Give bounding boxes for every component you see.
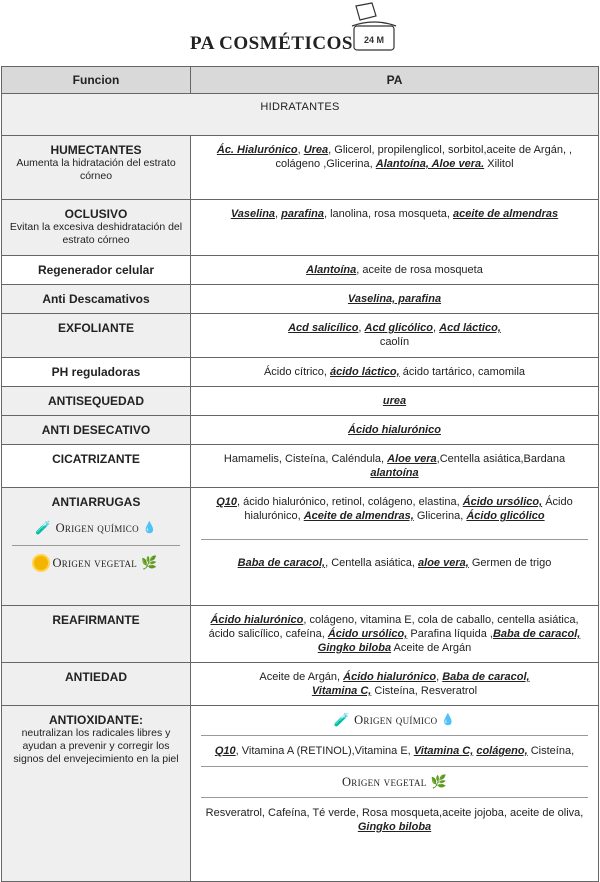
ingredient-key: aloe vera, (418, 557, 469, 569)
origin-chemical-label (6, 521, 186, 535)
ingredient-key: Acd láctico, (439, 322, 501, 334)
table-row (2, 387, 599, 416)
row-ingredients (191, 200, 599, 256)
pao-jar-icon (350, 2, 398, 54)
ingredient-text: Cisteína, Resveratrol (371, 685, 478, 697)
row-name: HUMECTANTES (50, 143, 142, 157)
table-row (2, 445, 599, 488)
ingredient-key: aceite de almendras (453, 208, 559, 220)
ingredient-text: , (436, 671, 443, 683)
vegetal-ingredients (201, 556, 588, 570)
ingredient-text: Xilitol (484, 158, 514, 170)
row-name: ANTIEDAD (65, 670, 127, 684)
ingredient-text: , (297, 144, 304, 156)
jar-label: 24 M (363, 35, 385, 45)
drop-icon: 💧 (441, 714, 456, 726)
row-ingredients (191, 445, 599, 488)
table-row (2, 358, 599, 387)
row-ingredients (191, 488, 599, 606)
row-label (2, 416, 191, 445)
ingredient-text: Aceite de Argán, (259, 671, 344, 683)
vegetal-ingredients (201, 806, 588, 834)
ingredient-key: Urea (303, 144, 329, 156)
ingredient-text: , Vitamina A (RETINOL),Vitamina E, (235, 745, 414, 757)
row-name: OCLUSIVO (64, 207, 128, 221)
ingredient-text: ácido tartárico, camomila (399, 366, 526, 378)
table-row (2, 606, 599, 663)
ingredient-key: colágeno, (476, 745, 528, 757)
section-title: HIDRATANTES (2, 94, 599, 136)
chemical-ingredients (201, 744, 588, 758)
chemical-ingredients (201, 495, 588, 539)
row-label (2, 488, 191, 606)
ingredient-key: Alantoína, Aloe vera. (375, 158, 485, 170)
table-row (2, 706, 599, 882)
ingredient-text: caolín (379, 336, 410, 348)
row-desc: neutralizan los radicales libres y ayudan a prevenir y corregir los signos del envejecimiento en la piel (13, 727, 179, 765)
row-ingredients (191, 387, 599, 416)
ingredient-text: , lanolina, rosa mosqueta, (323, 208, 453, 220)
ingredient-key: Q10 (214, 745, 236, 757)
row-desc: Aumenta la hidratación del estrato córneo (16, 157, 176, 182)
row-label (2, 663, 191, 706)
header-pa: PA (191, 67, 599, 94)
ingredient-key: Vaselina (230, 208, 276, 220)
divider (201, 539, 588, 540)
ingredient-key: Ácido hialurónico (348, 424, 441, 436)
ingredient-text: Ácido hialurónico, (244, 496, 573, 522)
row-ingredients (191, 663, 599, 706)
table-row (2, 314, 599, 358)
row-label (2, 136, 191, 200)
ingredient-key: Baba de caracol, Gingko biloba (317, 628, 581, 654)
ingredient-text: Ácido cítrico, (263, 366, 330, 378)
ingredient-key: Vaselina, parafina (347, 293, 442, 305)
row-name: ANTIARRUGAS (51, 495, 141, 509)
section-row (2, 94, 599, 136)
row-ingredients (191, 314, 599, 358)
ingredient-text: , aceite de rosa mosqueta (356, 264, 483, 276)
row-name: ANTI DESECATIVO (41, 423, 151, 437)
row-name: EXFOLIANTE (57, 321, 134, 335)
row-name: ANTIOXIDANTE: (49, 713, 143, 727)
row-label (2, 606, 191, 663)
row-ingredients (191, 416, 599, 445)
page-title: PA COSMÉTICOS (190, 33, 353, 54)
row-name: ANTISEQUEDAD (47, 394, 144, 408)
row-label (2, 200, 191, 256)
ingredient-text: , (275, 208, 282, 220)
ingredient-key: Q10 (216, 496, 238, 508)
drop-icon: 💧 (142, 522, 157, 534)
row-label (2, 706, 191, 882)
ingredient-key: Vitamina C, (413, 745, 474, 757)
divider (201, 735, 588, 736)
origin-text: Origen químico (354, 713, 438, 727)
ingredient-text: Aceite de Argán (391, 642, 472, 654)
ingredient-text: Parafina líquida , (407, 628, 493, 640)
ingredient-text: , colágeno, vitamina E, cola de caballo, centella asiática, ácido salicílico, cafeína, (208, 614, 579, 640)
flower-icon (34, 556, 48, 570)
row-label (2, 445, 191, 488)
table-row (2, 200, 599, 256)
row-name: Anti Descamativos (42, 292, 150, 306)
ingredient-text: , (433, 322, 440, 334)
test-tube-icon: 🧪 (333, 712, 351, 727)
ingredient-key: Ácido hialurónico (343, 671, 437, 683)
ingredient-key: ácido láctico, (330, 366, 400, 378)
header (0, 0, 600, 66)
ingredient-key: Baba de caracol, (237, 557, 326, 569)
divider (201, 766, 588, 767)
table-row (2, 488, 599, 606)
ingredient-text: Glicerina, (413, 510, 467, 522)
divider (12, 545, 180, 546)
row-ingredients (191, 706, 599, 882)
row-ingredients (191, 285, 599, 314)
ingredient-text: Germen de trigo (468, 557, 552, 569)
row-ingredients (191, 256, 599, 285)
ingredient-key: urea (382, 395, 407, 407)
ingredient-text: , (358, 322, 365, 334)
ingredient-text: ,Centella asiática,Bardana (436, 453, 566, 465)
ingredient-text: Resveratrol, Cafeína, Té verde, Rosa mosqueta,aceite jojoba, aceite de oliva, (205, 807, 584, 819)
table-row (2, 256, 599, 285)
ingredient-key: Ácido ursólico, (327, 628, 408, 640)
ingredient-key: Acd glicólico (364, 322, 434, 334)
ingredient-key: Baba de caracol, (442, 671, 530, 683)
ingredient-key: Vitamina C, (311, 685, 372, 697)
ingredient-text: , Glicerol, propilenglicol, sorbitol,aceite de Argán, , colágeno ,Glicerina, (275, 144, 573, 170)
row-ingredients (191, 606, 599, 663)
ingredient-key: Ácido glicólico (466, 510, 545, 522)
table-row (2, 136, 599, 200)
table-header-row (2, 67, 599, 94)
table-row (2, 285, 599, 314)
header-funcion: Funcion (2, 67, 191, 94)
row-name: PH reguladoras (51, 365, 141, 379)
leaf-icon: 🌿 (430, 774, 448, 789)
row-label (2, 285, 191, 314)
row-label (2, 256, 191, 285)
origin-text: Origen vegetal (341, 775, 427, 789)
origin-vegetal-label (6, 556, 186, 570)
row-name: REAFIRMANTE (52, 613, 140, 627)
ingredient-text: Hamamelis, Cisteína, Caléndula, (223, 453, 388, 465)
ingredient-key: Ácido ursólico, (462, 496, 543, 508)
leaf-icon: 🌿 (141, 555, 158, 570)
row-ingredients (191, 358, 599, 387)
table-row (2, 416, 599, 445)
origin-text: Origen vegetal (52, 556, 138, 570)
ingredient-key: Aloe vera (387, 453, 437, 465)
test-tube-icon: 🧪 (35, 520, 52, 535)
row-name: CICATRIZANTE (52, 452, 140, 466)
ingredient-key: Ác. Hialurónico (216, 144, 298, 156)
origin-text: Origen químico (55, 521, 139, 535)
row-label (2, 358, 191, 387)
ingredient-key: Gingko biloba (357, 821, 432, 833)
ingredient-key: Alantoína (306, 264, 357, 276)
origin-chemical-label (201, 713, 588, 727)
ingredient-text: , Centella asiática, (325, 557, 419, 569)
row-label (2, 387, 191, 416)
origin-vegetal-label (201, 775, 588, 789)
divider (201, 797, 588, 798)
pa-table (1, 66, 599, 882)
ingredient-key: Acd salicílico (288, 322, 359, 334)
ingredient-key: alantoína (370, 467, 419, 479)
row-desc: Evitan la excesiva deshidratación del estrato córneo (9, 221, 183, 246)
row-ingredients (191, 136, 599, 200)
ingredient-text: , ácido hialurónico, retinol, colágeno, elastina, (237, 496, 463, 508)
ingredient-key: Aceite de almendras, (303, 510, 414, 522)
row-name: Regenerador celular (37, 263, 155, 277)
ingredient-key: Ácido hialurónico (210, 614, 304, 626)
ingredient-text: Cisteína, (527, 745, 575, 757)
table-row (2, 663, 599, 706)
ingredient-key: parafina (281, 208, 324, 220)
row-label (2, 314, 191, 358)
